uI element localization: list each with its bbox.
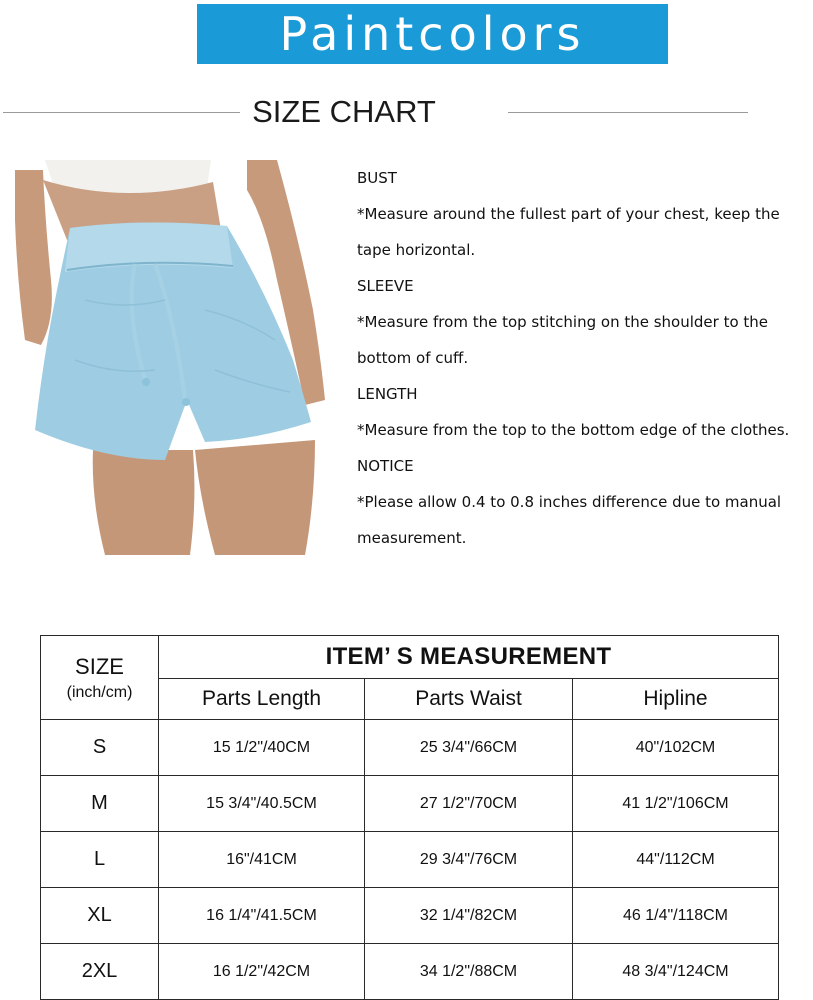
size-cell: XL [41, 888, 159, 944]
unit-header: (inch/cm) [66, 683, 133, 701]
note-line: measurement. [357, 529, 467, 547]
note-line: NOTICE [357, 457, 414, 475]
value-cell: 40"/102CM [573, 720, 779, 776]
value-cell: 44"/112CM [573, 832, 779, 888]
column-header: Parts Waist [365, 679, 573, 720]
value-cell: 15 3/4"/40.5CM [159, 776, 365, 832]
measurement-notes [357, 160, 807, 556]
note-line: bottom of cuff. [357, 349, 469, 367]
size-cell: S [41, 720, 159, 776]
size-cell: M [41, 776, 159, 832]
size-table [40, 635, 779, 1000]
value-cell: 32 1/4"/82CM [365, 888, 573, 944]
note-line: *Please allow 0.4 to 0.8 inches difference due to manual [357, 493, 782, 511]
value-cell: 16 1/4"/41.5CM [159, 888, 365, 944]
page-title: SIZE CHART [252, 94, 436, 129]
brand-logo [197, 4, 668, 64]
size-header: SIZE [75, 653, 124, 679]
value-cell: 34 1/2"/88CM [365, 944, 573, 1000]
value-cell: 41 1/2"/106CM [573, 776, 779, 832]
group-header: ITEM’ S MEASUREMENT [159, 636, 779, 679]
note-line: *Measure from the top to the bottom edge of the clothes. [357, 421, 790, 439]
note-line: *Measure from the top stitching on the shoulder to the [357, 313, 769, 331]
note-line: SLEEVE [357, 277, 414, 295]
title-rule-right [508, 112, 748, 113]
note-line: BUST [357, 169, 397, 187]
size-cell: 2XL [41, 944, 159, 1000]
value-cell: 48 3/4"/124CM [573, 944, 779, 1000]
product-photo [15, 160, 332, 555]
value-cell: 46 1/4"/118CM [573, 888, 779, 944]
column-header: Parts Length [159, 679, 365, 720]
value-cell: 29 3/4"/76CM [365, 832, 573, 888]
value-cell: 16 1/2"/42CM [159, 944, 365, 1000]
table-row [41, 832, 779, 888]
note-line: *Measure around the fullest part of your chest, keep the [357, 205, 780, 223]
table-row [41, 776, 779, 832]
size-header-cell [41, 636, 159, 720]
note-line: tape horizontal. [357, 241, 476, 259]
title-rule-left [3, 112, 240, 113]
table-row [41, 888, 779, 944]
value-cell: 25 3/4"/66CM [365, 720, 573, 776]
value-cell: 15 1/2"/40CM [159, 720, 365, 776]
table-row [41, 944, 779, 1000]
note-line: LENGTH [357, 385, 418, 403]
brand-logo-text: Paintcolors [279, 7, 586, 61]
size-cell: L [41, 832, 159, 888]
value-cell: 16"/41CM [159, 832, 365, 888]
column-header: Hipline [573, 679, 779, 720]
value-cell: 27 1/2"/70CM [365, 776, 573, 832]
table-row [41, 720, 779, 776]
